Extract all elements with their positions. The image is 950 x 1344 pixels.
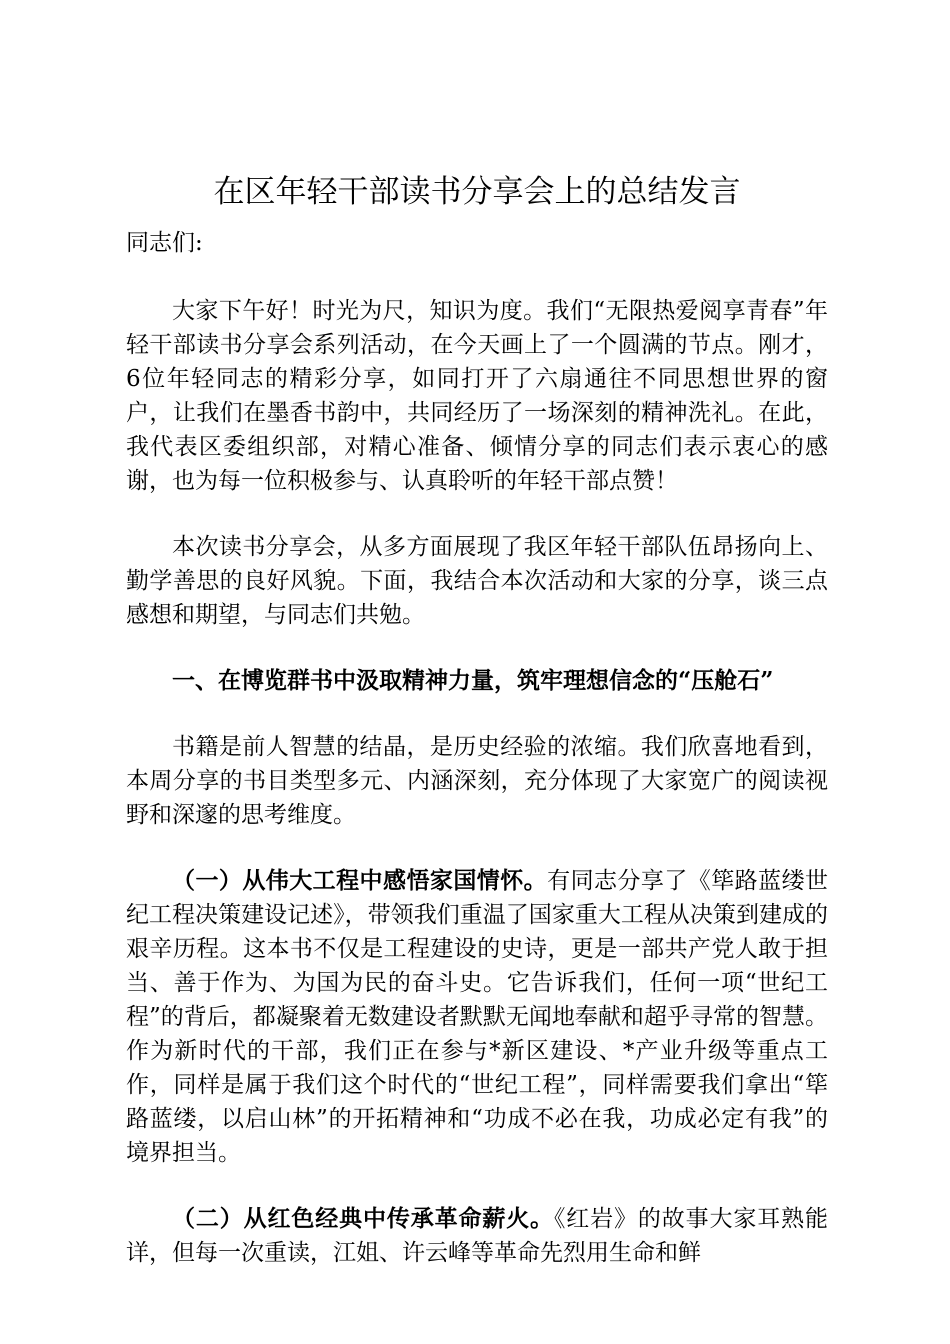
subsection-2-text: 《红岩》的故事大家耳熟能详，但每一次重读，江姐、许云峰等革命先烈用生命和鲜 <box>126 1206 829 1266</box>
paragraph-greeting: 大家下午好！时光为尺，知识为度。我们“无限热爱阅享青春”年轻干部读书分享会系列活动，在今天画上了一个圆满的节点。刚才，6位年轻同志的精彩分享，如同打开了六扇通往不同思想世界的窗户，让我们在墨香书韵中，共同经历了一场深刻的精神洗礼。在此，我代表区委组织部，对精心准备、倾情分享的同志们表示衷心的感谢，也为每一位积极参与、认真聆听的年轻干部点赞！ <box>126 298 828 494</box>
section-1-intro: 书籍是前人智慧的结晶，是历史经验的浓缩。我们欣喜地看到，本周分享的书目类型多元、内涵深刻，充分体现了大家宽广的阅读视野和深邃的思考维度。 <box>126 734 828 828</box>
subsection-1-lead: （一）从伟大工程中感悟家国情怀。 <box>172 867 548 894</box>
section-heading-1: 一、在博览群书中汲取精神力量，筑牢理想信念的“压舱石” <box>172 667 774 694</box>
subsection-1-paragraph <box>126 864 828 1170</box>
paragraph-overview: 本次读书分享会，从多方面展现了我区年轻干部队伍昂扬向上、勤学善思的良好风貌。下面，我结合本次活动和大家的分享，谈三点感想和期望，与同志们共勉。 <box>126 534 828 628</box>
document-title: 在区年轻干部读书分享会上的总结发言 <box>213 174 741 210</box>
subsection-1-text: 有同志分享了《筚路蓝缕世纪工程决策建设记述》，带领我们重温了国家重大工程从决策到建成的艰辛历程。这本书不仅是工程建设的史诗，更是一部共产党人敢于担当、善于作为、为国为民的奋斗史。它告诉我们，任何一项“世纪工程”的背后，都凝聚着无数建设者默默无闻地奉献和超乎寻常的智慧。作为新时代的干部，我们正在参与*新区建设、*产业升级等重点工作，同样是属于我们这个时代的“世纪工程”，同样需要我们拿出“筚路蓝缕，以启山林”的开拓精神和“功成不必在我，功成必定有我”的境界担当。 <box>126 868 829 1166</box>
subsection-2-paragraph <box>126 1202 828 1270</box>
subsection-2-lead: （二）从红色经典中传承革命薪火。 <box>172 1205 554 1232</box>
salutation: 同志们: <box>126 230 203 256</box>
